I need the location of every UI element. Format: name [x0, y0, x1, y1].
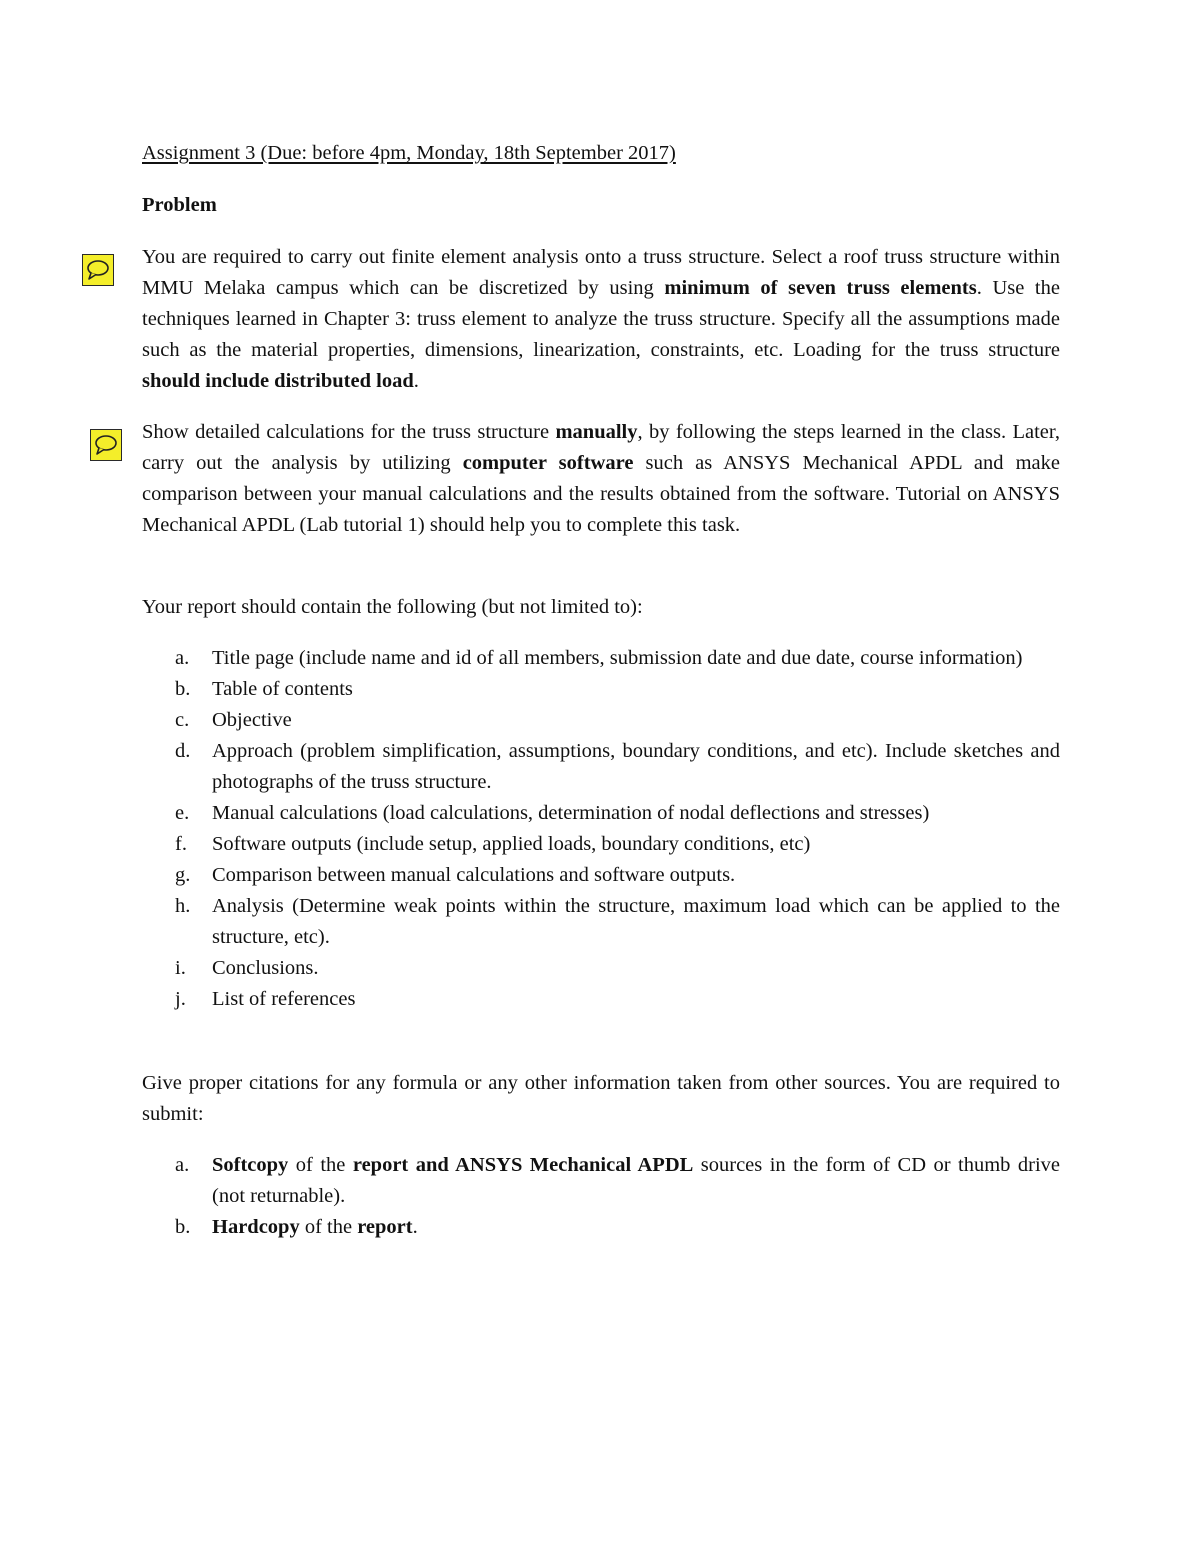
report-item	[142, 705, 1060, 736]
text-run: of the	[288, 1154, 353, 1176]
bold-text: manually	[555, 421, 638, 443]
list-marker: i.	[175, 957, 186, 979]
list-marker: d.	[175, 740, 191, 762]
list-marker: b.	[175, 1216, 191, 1238]
problem-paragraph-1	[142, 242, 1060, 397]
problem-label: Problem	[142, 194, 217, 216]
list-marker: a.	[175, 647, 190, 669]
bold-text: Hardcopy	[212, 1216, 300, 1238]
report-intro: Your report should contain the following (but not limited to):	[142, 596, 643, 618]
speech-bubble-icon	[86, 259, 110, 281]
report-item	[142, 798, 1060, 829]
bold-text: report	[357, 1216, 413, 1238]
submission-list	[142, 1150, 1060, 1243]
citation-paragraph: Give proper citations for any formula or any other information taken from other sources. You are required to submit:	[142, 1072, 1060, 1125]
text-run: .	[412, 1216, 418, 1238]
bold-text: minimum of seven truss elements	[664, 277, 977, 299]
report-item-text: Software outputs (include setup, applied loads, boundary conditions, etc)	[212, 833, 811, 855]
report-item	[142, 736, 1060, 798]
list-marker: e.	[175, 802, 190, 824]
report-item-text: List of references	[212, 988, 356, 1010]
bold-text: should include distributed load	[142, 370, 414, 392]
problem-paragraph-2	[142, 417, 1060, 541]
report-item	[142, 829, 1060, 860]
list-marker: f.	[175, 833, 187, 855]
text-run: You are required to carry out finite element analysis onto a truss structure. Select a roof truss structure within MMU Melaka campus which can be discretized by using	[142, 246, 1060, 299]
speech-bubble-icon	[94, 434, 118, 456]
report-item	[142, 860, 1060, 891]
bold-text: Softcopy	[212, 1154, 289, 1176]
list-marker: h.	[175, 895, 191, 917]
text-run: . Use the techniques learned in Chapter 3: truss element to analyze the truss structure. Specify all the assumptions made such as the material properties, dimensions, linearization, constraints, etc. Loading for the truss structure	[142, 277, 1060, 361]
bold-text: computer software	[462, 452, 634, 474]
comment-note-icon[interactable]	[82, 254, 114, 286]
list-marker: j.	[175, 988, 186, 1010]
report-item-text: Objective	[212, 709, 292, 731]
list-marker: c.	[175, 709, 190, 731]
text-run: of the	[299, 1216, 358, 1238]
report-item-text: Manual calculations (load calculations, determination of nodal deflections and stresses)	[212, 802, 930, 824]
report-item-text: Approach (problem simplification, assumptions, boundary conditions, and etc). Include sketches and photographs of the truss structure.	[212, 740, 1060, 793]
text-run: , by following the steps learned in the class. Later, carry out the analysis by utilizing	[142, 421, 1061, 474]
report-item	[142, 674, 1060, 705]
submission-item	[142, 1150, 1060, 1212]
list-marker: a.	[175, 1154, 190, 1176]
comment-note-icon[interactable]	[90, 429, 122, 461]
text-run: Show detailed calculations for the truss structure	[142, 421, 556, 443]
report-item-text: Analysis (Determine weak points within the structure, maximum load which can be applied to the structure, etc).	[212, 895, 1060, 948]
report-item-text: Conclusions.	[212, 957, 319, 979]
list-marker: b.	[175, 678, 191, 700]
text-run: .	[413, 370, 419, 392]
list-marker: g.	[175, 864, 191, 886]
submission-item	[142, 1212, 1060, 1243]
report-item	[142, 643, 1060, 674]
report-item-text: Title page (include name and id of all members, submission date and due date, course information)	[212, 647, 1023, 669]
report-item	[142, 891, 1060, 953]
report-item	[142, 953, 1060, 984]
report-contents-list	[142, 643, 1060, 1015]
report-item-text: Comparison between manual calculations and software outputs.	[212, 864, 736, 886]
bold-text: report and ANSYS Mechanical APDL	[352, 1154, 694, 1176]
text-run: sources in the form of CD or thumb drive (not returnable).	[212, 1154, 1060, 1207]
report-item	[142, 984, 1060, 1015]
report-item-text: Table of contents	[212, 678, 353, 700]
text-run: such as ANSYS Mechanical APDL and make comparison between your manual calculations and the results obtained from the software. Tutorial on ANSYS Mechanical APDL (Lab tutorial 1) should help you to complete this task.	[142, 452, 1060, 536]
assignment-heading: Assignment 3 (Due: before 4pm, Monday, 18th September 2017)	[142, 142, 676, 164]
